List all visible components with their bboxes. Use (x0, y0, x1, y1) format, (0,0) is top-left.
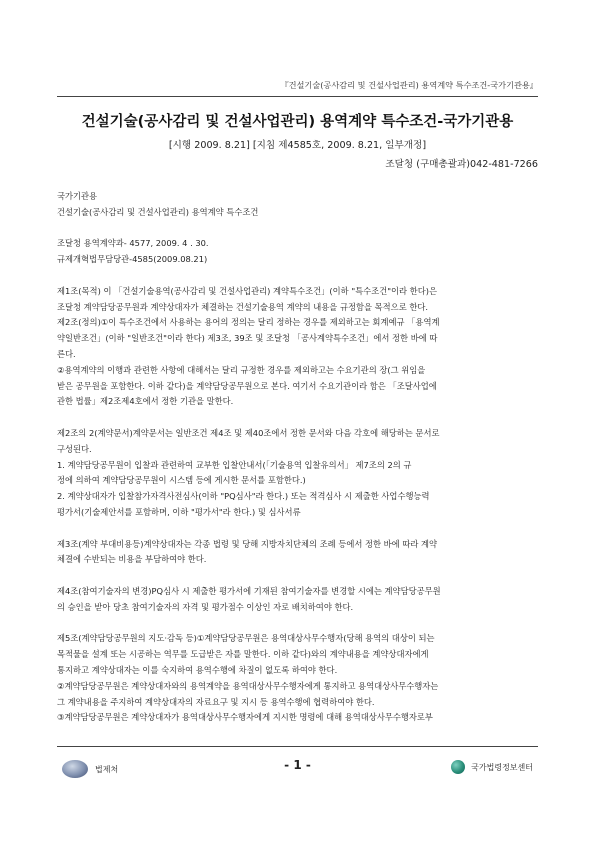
footer-right-label: 국가법령정보센터 (471, 762, 533, 772)
body-line: 제1조(목적) 이 「건설기술용역(공사감리 및 건설사업관리) 계약특수조건」(이하 "특수조건"이라 한다)은 (57, 285, 437, 296)
body-line: 의 승인을 받아 당초 참여기술자의 자격 및 평가점수 이상인 자로 배치하여야 한다. (57, 601, 354, 612)
document-title: 건설기술(공사감리 및 건설사업관리) 용역계약 특수조건-국가기관용 (81, 114, 514, 130)
blank-line (57, 268, 538, 284)
footer-right (451, 760, 533, 774)
body-line: 국가기관용 (57, 191, 98, 201)
document-body (57, 189, 538, 726)
body-line: 1. 계약담당공무원이 입찰과 관련하여 교부한 입찰안내서(「기술용역 입찰유의서」 제7조의 2의 규 (57, 459, 412, 470)
body-line: ②계약담당공무원은 계약상대자와의 용역계약을 용역대상사무수행자에게 통지하고 용역대상사무수행자는 (57, 680, 439, 691)
body-line: 받은 공무원을 포함한다. 이하 같다)을 계약담당공무원으로 본다. 여기서 수요기관이라 함은 「조달사업에 (57, 380, 437, 391)
blank-line (57, 221, 538, 237)
footer-divider (57, 746, 538, 747)
blank-line (57, 616, 538, 632)
body-line: 2. 계약상대자가 입찰참가자격사전심사(이하 "PQ심사"라 한다.) 또는 적격심사 시 제출한 사업수행능력 (57, 491, 430, 502)
body-line: 정에 의하여 계약담당공무원이 시스템 등에 게시한 문서를 포함한다.) (57, 475, 306, 486)
body-line: 른다. (57, 348, 76, 359)
body-line: 건설기술(공사감리 및 건설사업관리) 용역계약 특수조건 (57, 206, 259, 217)
page-number: - 1 - (284, 758, 311, 772)
blank-line (57, 521, 538, 537)
body-line: 구성된다. (57, 443, 92, 454)
law-center-logo-icon (451, 760, 465, 774)
body-line: 체결에 수반되는 비용을 부담하여야 한다. (57, 554, 207, 565)
agency-contact: 조달청 (구매총괄과)042-481-7266 (385, 159, 538, 170)
body-line: 제4조(참여기술자의 변경)PQ심사 시 제출한 평가서에 기재된 참여기술자를 변경할 시에는 계약담당공무원 (57, 585, 441, 596)
body-line: 목적물을 설계 또는 시공하는 역무를 도급받은 자를 말한다. 이하 같다)와의 계약내용을 계약상대자에게 (57, 649, 429, 660)
body-line: 제3조(계약 부대비용등)계약상대자는 각종 법령 및 당해 지방자치단체의 조례 등에서 정한 바에 따라 계약 (57, 538, 438, 549)
running-header: 『건설기술(공사감리 및 건설사업관리) 용역계약 특수조건-국가기관용』 (280, 80, 538, 90)
footer-left-label: 법제처 (95, 764, 119, 774)
body-line: 평가서(기술제안서를 포함하며, 이하 "평가서"라 한다.) 및 심사서류 (57, 506, 301, 517)
body-line: 제2조의 2(계약문서)계약문서는 일반조건 제4조 및 제40조에서 정한 문서와 다음 각호에 해당하는 문서로 (57, 427, 440, 438)
body-line: 통지하고 계약상대자는 이를 숙지하여 용역수행에 차질이 없도록 하여야 한다. (57, 664, 338, 675)
body-line: 그 계약내용을 주지하여 계약상대자의 자료요구 및 지시 등 용역수행에 협력하여야 한다. (57, 696, 375, 707)
body-line: 제5조(계약담당공무원의 지도·감독 등)①계약담당공무원은 용역대상사무수행자(당해 용역의 대상이 되는 (57, 633, 435, 644)
body-line: ③계약담당공무원은 계약상대자가 용역대상사무수행자에게 지시한 명령에 대해 용역대상사무수행자로부 (57, 712, 433, 723)
body-line: 관한 법률」제2조제4호에서 정한 기관을 말한다. (57, 396, 234, 407)
body-line: 조달청 계약담당공무원과 계약상대자가 체결하는 건설기술용역 계약의 내용을 규정함을 목적으로 한다. (57, 301, 429, 312)
body-line: 제2조(정의)①이 특수조건에서 사용하는 용어의 정의는 달리 정하는 경우를 제외하고는 회계예규 「용역계 (57, 317, 440, 328)
blank-line (57, 410, 538, 426)
body-line: 약일반조건」(이하 "일반조건"이라 한다) 제3조, 39조 및 조달청 「공사계약특수조건」에서 정한 바에 따 (57, 333, 438, 344)
blank-line (57, 568, 538, 584)
enactment-info: [시행 2009. 8.21] [지침 제4585호, 2009. 8.21, 일부개정] (168, 140, 427, 151)
body-line: ②용역계약의 이행과 관련한 사항에 대해서는 달리 규정한 경우를 제외하고는 수요기관의 장(그 위임을 (57, 364, 426, 375)
body-line: 규제개혁법무담당관-4585(2009.08.21) (57, 254, 208, 265)
header-divider (57, 96, 538, 97)
body-line: 조달청 용역계약과- 4577, 2009. 4 . 30. (57, 238, 209, 249)
